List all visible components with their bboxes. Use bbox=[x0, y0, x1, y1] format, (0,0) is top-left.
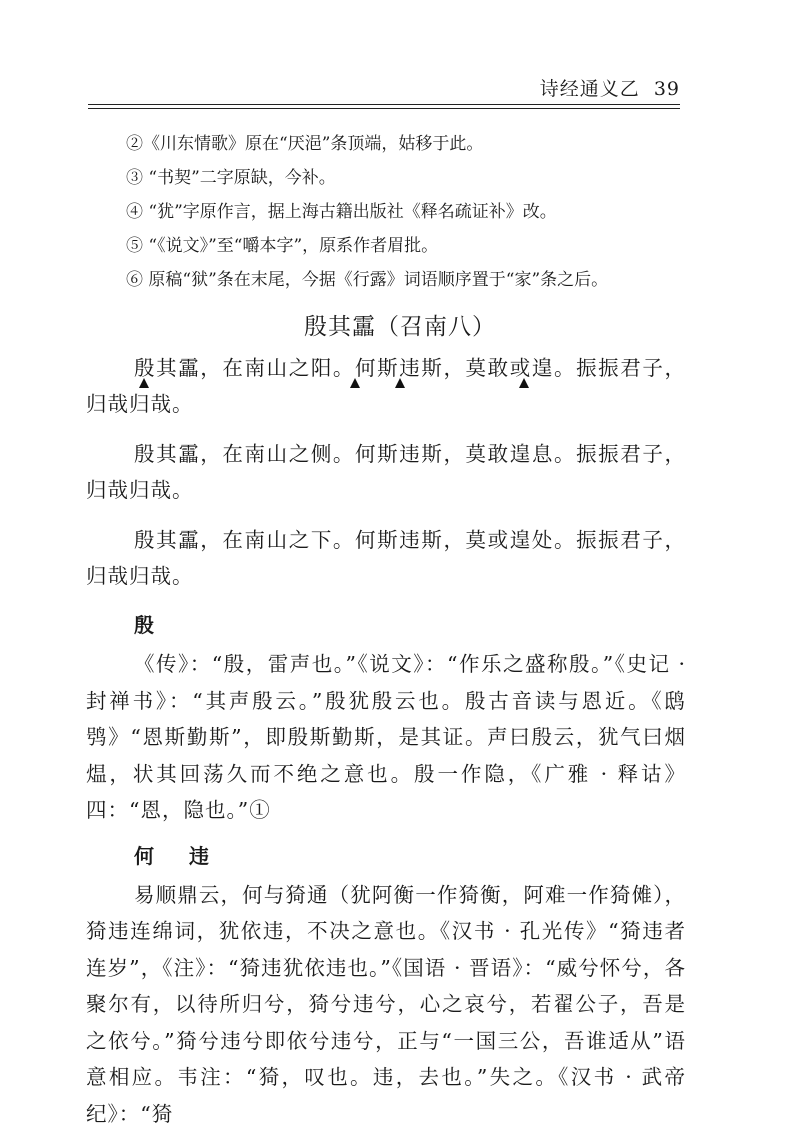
page-number: 39 bbox=[653, 78, 680, 100]
section-heading: 殷 bbox=[134, 613, 160, 637]
section-heading: 何 违 bbox=[134, 843, 223, 868]
section-text: 易顺鼎云，何与猗通（犹阿衡一作猗衡，阿难一作猗傩），猗违连绵词，犹依违，不决之意也。《汉书 · 孔光传》“猗违者连岁”，《注》：“猗违犹依违也。”《国语 · 晋语》：“威兮怀兮，各聚尔有，以待所归兮，猗兮违兮，心之哀兮，若翟公子，吾是之依兮。”猗兮违兮即依兮违兮，正与“一国三公，吾谁适从”语意相应。韦注：“猗，叹也。违，去也。”失之。《汉书 · 武帝纪》：“猗 bbox=[86, 882, 686, 1126]
endnotes bbox=[126, 127, 686, 297]
poem-stanza: 殷其靁，在南山之侧。何斯违斯，莫敢遑息。振振君子，归哉归哉。 bbox=[86, 442, 686, 502]
endnote: ③ “书契”二字原缺，今补。 bbox=[126, 168, 336, 188]
endnote: ④ “犹”字原作言，据上海古籍出版社《释名疏证补》改。 bbox=[126, 202, 557, 222]
poem-stanza: 殷其靁，在南山之下。何斯违斯，莫或遑处。振振君子，归哉归哉。 bbox=[86, 528, 686, 588]
endnote: ⑥ 原稿“狱”条在末尾，今据《行露》词语顺序置于“家”条之后。 bbox=[126, 270, 609, 290]
header-rule-thin bbox=[88, 108, 680, 109]
stanza-wrapper bbox=[86, 350, 686, 422]
section-text: 《传》：“殷，雷声也。”《说文》：“作乐之盛称殷。”《史记 · 封禅书》：“其声殷云。”殷犹殷云也。殷古音读与恩近。《鸱鸮》“恩斯勤斯”，即殷斯勤斯，是其证。声曰殷云，犹气曰烟煴，状其回荡久而不绝之意也。殷一作隐，《广雅 · 释诂》四：“恩，隐也。”① bbox=[86, 652, 686, 822]
poem-stanza: 殷其靁，在南山之阳。何斯违斯，莫敢或遑。振振君子，归哉归哉。 bbox=[86, 356, 686, 416]
emphasis-mark-icon bbox=[519, 378, 529, 388]
endnote: ⑤ “《说文》”至“嚼本字”，原系作者眉批。 bbox=[126, 236, 439, 256]
emphasis-mark-icon bbox=[350, 378, 360, 388]
running-head-title: 诗经通义乙 bbox=[539, 78, 640, 100]
emphasis-marks bbox=[86, 378, 686, 392]
poem-title: 殷其靁（召南八） bbox=[304, 314, 496, 340]
emphasis-mark-icon bbox=[395, 378, 405, 388]
emphasis-mark-icon bbox=[139, 378, 149, 388]
endnote: ②《川东情歌》原在“厌浥”条顶端，姑移于此。 bbox=[126, 134, 484, 154]
main-text bbox=[86, 350, 686, 1132]
header-rule bbox=[88, 104, 680, 105]
running-head bbox=[540, 74, 680, 101]
